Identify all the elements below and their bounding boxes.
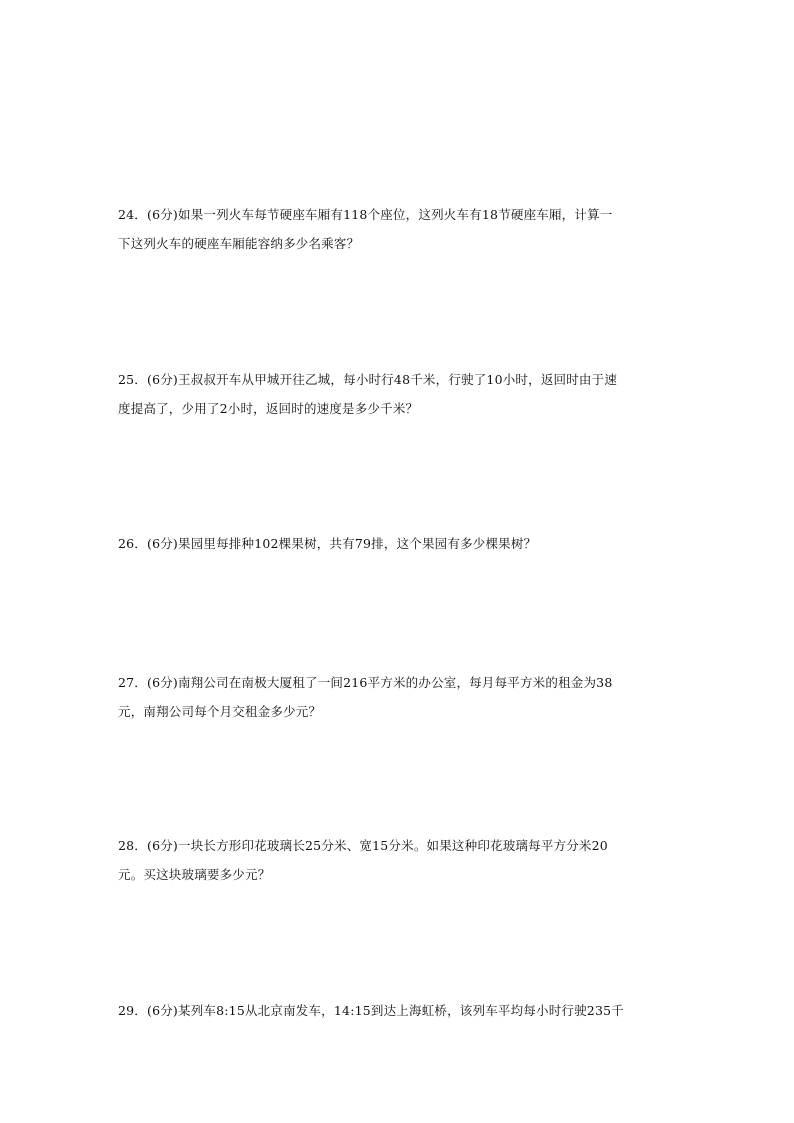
question-24-line-1: 24．(6分)如果一列火车每节硬座车厢有118个座位，这列火车有18节硬座车厢，计算一 bbox=[118, 207, 613, 222]
question-29 bbox=[118, 996, 678, 1025]
question-26 bbox=[118, 529, 678, 558]
question-28-line-2: 元。买这块玻璃要多少元？ bbox=[118, 867, 271, 882]
question-27-line-1: 27．(6分)南翔公司在南极大厦租了一间216平方米的办公室，每月每平方米的租金为38 bbox=[118, 675, 613, 690]
question-25-line-1: 25．(6分)王叔叔开车从甲城开往乙城，每小时行48千米，行驶了10小时，返回时由于速 bbox=[118, 372, 618, 387]
question-24 bbox=[118, 200, 678, 258]
question-27-line-2: 元，南翔公司每个月交租金多少元？ bbox=[118, 704, 322, 719]
question-26-line-1: 26．(6分)果园里每排种102棵果树，共有79排，这个果园有多少棵果树？ bbox=[118, 536, 537, 551]
question-25 bbox=[118, 365, 678, 423]
question-28 bbox=[118, 831, 678, 889]
question-24-line-2: 下这列火车的硬座车厢能容纳多少名乘客？ bbox=[118, 236, 360, 251]
question-27 bbox=[118, 668, 678, 726]
question-28-line-1: 28．(6分)一块长方形印花玻璃长25分米、宽15分米。如果这种印花玻璃每平方分米20 bbox=[118, 838, 608, 853]
question-29-line-1: 29．(6分)某列车8:15从北京南发车，14:15到达上海虹桥，该列车平均每小时行驶235千 bbox=[118, 1003, 624, 1018]
question-25-line-2: 度提高了，少用了2小时，返回时的速度是多少千米？ bbox=[118, 401, 419, 416]
